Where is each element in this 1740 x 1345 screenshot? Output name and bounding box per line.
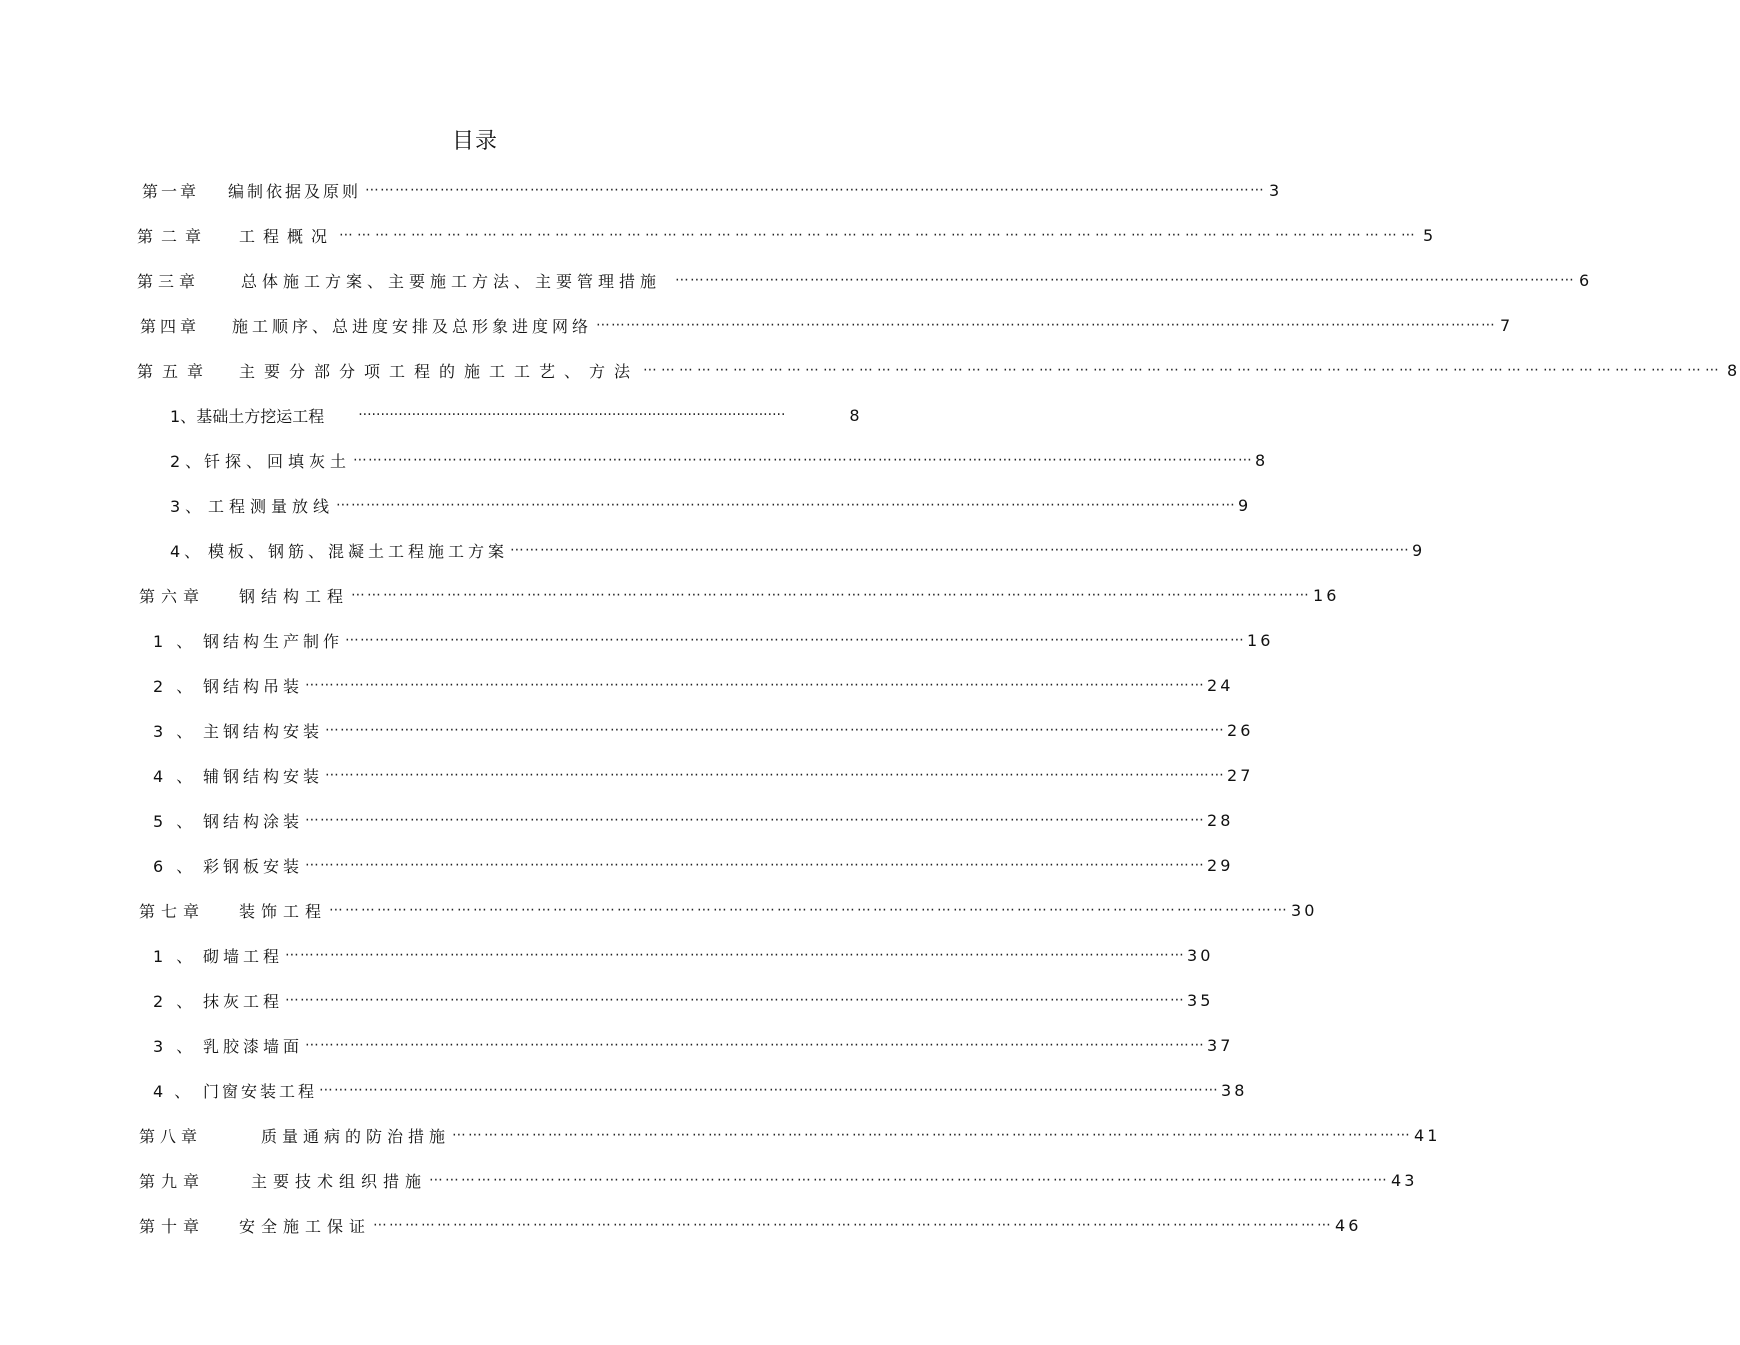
toc-entry-label: 第七章 [139,901,206,921]
toc-entry-page: 30 [1291,900,1318,920]
toc-entry-text: 门窗安装工程 [203,1081,318,1101]
toc-leader-dots: ⋯⋯⋯⋯⋯⋯⋯⋯⋯⋯⋯⋯⋯⋯⋯⋯⋯⋯⋯⋯⋯⋯⋯⋯⋯⋯⋯⋯⋯⋯⋯⋯⋯⋯⋯⋯⋯⋯⋯⋯⋯⋯⋯⋯⋯⋯⋯⋯⋯⋯⋯⋯⋯⋯⋯⋯⋯⋯⋯⋯ [336,497,1237,513]
toc-entry-label: 第八章 [139,1126,203,1146]
toc-entry-text: 钢结构生产制作 [203,631,344,651]
toc-entry-19[interactable] [153,985,1214,1015]
toc-leader-dots: ⋯⋯⋯⋯⋯⋯⋯⋯⋯⋯⋯⋯⋯⋯⋯⋯⋯⋯⋯⋯⋯⋯⋯⋯⋯⋯⋯⋯⋯⋯⋯⋯⋯⋯⋯⋯⋯⋯⋯⋯⋯⋯⋯⋯⋯⋯⋯⋯⋯⋯⋯⋯⋯⋯⋯⋯⋯⋯⋯⋯ [452,1127,1413,1143]
toc-entry-label: 第三章 [137,271,201,291]
toc-entry-8[interactable] [170,490,1252,520]
toc-entry-label: 第十章 [139,1216,206,1236]
toc-entry-24[interactable] [139,1210,1362,1240]
toc-entry-label: 4、 [170,541,205,561]
toc-entry-15[interactable] [153,805,1234,835]
toc-entry-20[interactable] [153,1030,1234,1060]
toc-entry-page: 8 [849,405,863,425]
toc-entry-text: 辅钢结构安装 [203,766,324,786]
toc-entry-label: 3、 [170,496,207,516]
toc-entry-page: 38 [1221,1080,1248,1100]
toc-leader-dots: ⋯⋯⋯⋯⋯⋯⋯⋯⋯⋯⋯⋯⋯⋯⋯⋯⋯⋯⋯⋯⋯⋯⋯⋯⋯⋯⋯⋯⋯⋯⋯⋯⋯⋯⋯⋯⋯⋯⋯⋯⋯⋯⋯⋯⋯⋯⋯⋯⋯⋯⋯⋯⋯⋯⋯⋯⋯⋯⋯⋯ [319,1082,1220,1098]
toc-entry-page: 28 [1207,810,1234,830]
toc-leader-dots: ⋯⋯⋯⋯⋯⋯⋯⋯⋯⋯⋯⋯⋯⋯⋯⋯⋯⋯⋯⋯⋯⋯⋯⋯⋯⋯⋯⋯⋯⋯⋯⋯⋯⋯⋯⋯⋯⋯⋯⋯⋯⋯⋯⋯⋯⋯⋯⋯⋯⋯⋯⋯⋯⋯⋯⋯⋯⋯⋯⋯ [305,857,1206,873]
toc-leader-dots: ⋯⋯⋯⋯⋯⋯⋯⋯⋯⋯⋯⋯⋯⋯⋯⋯⋯⋯⋯⋯⋯⋯⋯⋯⋯⋯⋯⋯⋯⋯⋯⋯⋯⋯⋯⋯⋯⋯⋯⋯⋯⋯⋯⋯⋯⋯⋯⋯⋯⋯⋯⋯⋯⋯⋯⋯⋯⋯⋯⋯ [510,542,1411,558]
toc-leader-dots: ⋯⋯⋯⋯⋯⋯⋯⋯⋯⋯⋯⋯⋯⋯⋯⋯⋯⋯⋯⋯⋯⋯⋯⋯⋯⋯⋯⋯⋯⋯⋯⋯⋯⋯⋯⋯⋯⋯⋯⋯⋯⋯⋯⋯⋯⋯⋯⋯⋯⋯⋯⋯⋯⋯⋯⋯⋯⋯⋯⋯ [365,182,1266,198]
toc-entry-10[interactable] [139,580,1340,610]
toc-leader-dots: ⋯⋯⋯⋯⋯⋯⋯⋯⋯⋯⋯⋯⋯⋯⋯⋯⋯⋯⋯⋯⋯⋯⋯⋯⋯⋯⋯⋯⋯⋯⋯⋯⋯⋯⋯⋯⋯⋯⋯⋯⋯⋯⋯⋯⋯⋯⋯⋯⋯⋯⋯⋯⋯⋯⋯⋯⋯⋯⋯⋯ [643,362,1724,378]
toc-leader-dots: ⋯⋯⋯⋯⋯⋯⋯⋯⋯⋯⋯⋯⋯⋯⋯⋯⋯⋯⋯⋯⋯⋯⋯⋯⋯⋯⋯⋯⋯⋯⋯⋯⋯⋯⋯⋯⋯⋯⋯⋯⋯⋯⋯⋯⋯⋯⋯⋯⋯⋯⋯⋯⋯⋯⋯⋯⋯⋯⋯⋯ [305,812,1206,828]
toc-entry-page: 27 [1227,765,1254,785]
toc-entry-text: 安全施工保证 [239,1216,372,1236]
toc-entry-text: 钢结构涂装 [203,811,304,831]
toc-entry-text: 编制依据及原则 [228,181,362,201]
toc-leader-dots: ⋯⋯⋯⋯⋯⋯⋯⋯⋯⋯⋯⋯⋯⋯⋯⋯⋯⋯⋯⋯⋯⋯⋯⋯⋯⋯⋯⋯⋯⋯⋯⋯⋯⋯⋯⋯⋯⋯⋯⋯⋯⋯⋯⋯⋯⋯⋯⋯⋯⋯⋯⋯⋯⋯⋯⋯⋯⋯⋯⋯ [285,947,1186,963]
toc-entry-text: 模板、钢筋、混凝土工程施工方案 [208,541,509,561]
toc-entry-label: 第一章 [142,181,200,201]
toc-entry-page: 9 [1238,495,1252,515]
toc-entry-page: 26 [1227,720,1254,740]
toc-entry-4[interactable] [140,310,1514,340]
toc-leader-dots: ⋯⋯⋯⋯⋯⋯⋯⋯⋯⋯⋯⋯⋯⋯⋯⋯⋯⋯⋯⋯⋯⋯⋯⋯⋯⋯⋯⋯⋯⋯⋯⋯⋯⋯⋯⋯⋯⋯⋯⋯⋯⋯⋯⋯⋯⋯⋯⋯⋯⋯⋯⋯⋯⋯⋯⋯⋯⋯⋯⋯ [285,992,1186,1008]
toc-entry-5[interactable] [137,355,1740,385]
toc-entry-page: 9 [1412,540,1426,560]
toc-entry-label: 1 、 [153,631,197,651]
toc-entry-2[interactable] [137,220,1437,250]
toc-entry-text: 彩钢板安装 [203,856,304,876]
toc-entry-label: 第九章 [139,1171,206,1191]
toc-entry-6[interactable] [170,400,863,430]
toc-entry-text: 钢结构工程 [239,586,350,606]
toc-entry-page: 5 [1423,225,1437,245]
toc-leader-dots: ⋯⋯⋯⋯⋯⋯⋯⋯⋯⋯⋯⋯⋯⋯⋯⋯⋯⋯⋯⋯⋯⋯⋯⋯⋯⋯⋯⋯⋯⋯⋯⋯⋯⋯⋯⋯⋯⋯⋯⋯⋯⋯⋯⋯⋯⋯⋯⋯⋯⋯⋯⋯⋯⋯⋯⋯⋯⋯⋯⋯ [325,722,1226,738]
toc-entry-page: 7 [1500,315,1514,335]
toc-entry-18[interactable] [153,940,1214,970]
toc-leader-dots: ⋯⋯⋯⋯⋯⋯⋯⋯⋯⋯⋯⋯⋯⋯⋯⋯⋯⋯⋯⋯⋯⋯⋯⋯⋯⋯⋯⋯⋯⋯⋯⋯⋯⋯⋯⋯⋯⋯⋯⋯⋯⋯⋯⋯⋯⋯⋯⋯⋯⋯⋯⋯⋯⋯⋯⋯⋯⋯⋯⋯ [675,272,1576,288]
toc-entry-label: 1、 [170,406,197,426]
toc-entry-page: 41 [1414,1125,1441,1145]
toc-leader-dots: ⋯⋯⋯⋯⋯⋯⋯⋯⋯⋯⋯⋯⋯⋯⋯⋯⋯⋯⋯⋯⋯⋯⋯⋯⋯⋯⋯⋯⋯⋯⋯⋯⋯⋯⋯⋯⋯⋯⋯⋯⋯⋯⋯⋯⋯⋯⋯⋯⋯⋯⋯⋯⋯⋯⋯⋯⋯⋯⋯⋯ [345,632,1246,648]
toc-entry-text: 质量通病的防治措施 [261,1126,451,1146]
toc-entry-text: 总体施工方案、主要施工方法、主要管理措施 [241,271,662,291]
toc-entry-22[interactable] [139,1120,1441,1150]
toc-entry-page: 35 [1187,990,1214,1010]
toc-leader-dots: ⋯⋯⋯⋯⋯⋯⋯⋯⋯⋯⋯⋯⋯⋯⋯⋯⋯⋯⋯⋯⋯⋯⋯⋯⋯⋯⋯⋯⋯⋯⋯⋯⋯⋯⋯⋯⋯⋯⋯⋯⋯⋯⋯⋯⋯⋯⋯⋯⋯⋯⋯⋯⋯⋯⋯⋯⋯⋯⋯⋯ [429,1172,1390,1188]
toc-entry-13[interactable] [153,715,1254,745]
toc-entry-page: 3 [1269,180,1283,200]
toc-entry-text: 钢结构吊装 [203,676,304,696]
toc-entry-9[interactable] [170,535,1426,565]
toc-leader-dots: ⋯⋯⋯⋯⋯⋯⋯⋯⋯⋯⋯⋯⋯⋯⋯⋯⋯⋯⋯⋯⋯⋯⋯⋯⋯⋯⋯⋯⋯⋯⋯⋯⋯⋯⋯⋯⋯⋯⋯⋯⋯⋯⋯⋯⋯⋯⋯⋯⋯⋯⋯⋯⋯⋯⋯⋯⋯⋯⋯⋯ [305,677,1206,693]
toc-entry-page: 37 [1207,1035,1234,1055]
toc-entry-text: 抹灰工程 [203,991,284,1011]
toc-entry-text: 主钢结构安装 [203,721,324,741]
toc-entry-label: 4 、 [153,1081,194,1101]
toc-entry-label: 6 、 [153,856,197,876]
toc-leader-dots: ⋯⋯⋯⋯⋯⋯⋯⋯⋯⋯⋯⋯⋯⋯⋯⋯⋯⋯⋯⋯⋯⋯⋯⋯⋯⋯⋯⋯⋯⋯⋯⋯⋯⋯⋯⋯⋯⋯⋯⋯⋯⋯⋯⋯⋯⋯⋯⋯⋯⋯⋯⋯⋯⋯⋯⋯⋯⋯⋯⋯ [339,227,1420,243]
toc-entry-page: 29 [1207,855,1234,875]
toc-entry-12[interactable] [153,670,1234,700]
toc-leader-dots: ⋯⋯⋯⋯⋯⋯⋯⋯⋯⋯⋯⋯⋯⋯⋯⋯⋯⋯⋯⋯⋯⋯⋯⋯⋯⋯⋯⋯⋯⋯⋯⋯⋯⋯⋯⋯⋯⋯⋯⋯⋯⋯⋯⋯⋯⋯⋯⋯⋯⋯⋯⋯⋯⋯⋯⋯⋯⋯⋯⋯ [596,317,1497,333]
toc-entry-label: 3 、 [153,1036,197,1056]
toc-entry-label: 2、 [170,451,207,471]
toc-leader-dots: ⋯⋯⋯⋯⋯⋯⋯⋯⋯⋯⋯⋯⋯⋯⋯⋯⋯⋯⋯⋯⋯⋯⋯⋯⋯⋯⋯⋯⋯⋯⋯⋯⋯⋯⋯⋯⋯⋯⋯⋯⋯⋯⋯⋯⋯⋯⋯⋯⋯⋯⋯⋯⋯⋯⋯⋯⋯⋯⋯⋯ [325,767,1226,783]
toc-leader-dots: ⋯⋯⋯⋯⋯⋯⋯⋯⋯⋯⋯⋯⋯⋯⋯⋯⋯⋯⋯⋯⋯⋯⋯⋯⋯⋯⋯⋯⋯⋯⋯⋯⋯⋯⋯⋯⋯⋯⋯⋯⋯⋯⋯⋯⋯⋯⋯⋯⋯⋯⋯⋯⋯⋯⋯⋯⋯⋯⋯⋯ [373,1217,1334,1233]
toc-entry-label: 1 、 [153,946,197,966]
toc-entry-14[interactable] [153,760,1254,790]
toc-title: 目录 [451,129,498,154]
toc-leader-dots: ⋯⋯⋯⋯⋯⋯⋯⋯⋯⋯⋯⋯⋯⋯⋯⋯⋯⋯⋯⋯⋯⋯⋯⋯⋯⋯⋯⋯⋯⋯⋯⋯⋯⋯⋯⋯⋯⋯⋯⋯⋯⋯⋯⋯⋯⋯⋯⋯⋯⋯⋯⋯⋯⋯⋯⋯⋯⋯⋯⋯ [305,1037,1206,1053]
toc-entry-label: 5 、 [153,811,197,831]
toc-entry-label: 2 、 [153,676,197,696]
toc-entry-page: 6 [1579,270,1593,290]
toc-entry-text: 主要技术组织措施 [251,1171,428,1191]
toc-entry-11[interactable] [153,625,1274,655]
toc-entry-label: 第四章 [140,316,201,336]
toc-entry-1[interactable] [142,175,1283,205]
toc-entry-page: 24 [1207,675,1234,695]
toc-entry-label: 3 、 [153,721,197,741]
toc-entry-text: 施工顺序、总进度安排及总形象进度网络 [232,316,593,336]
toc-entry-3[interactable] [137,265,1593,295]
toc-entry-text: 工程概况 [239,226,336,246]
toc-entry-page: 30 [1187,945,1214,965]
toc-entry-label: 第二章 [137,226,210,246]
toc-entry-text: 主要分部分项工程的施工工艺、方法 [239,361,640,381]
toc-entry-page: 46 [1335,1215,1362,1235]
toc-entry-label: 2 、 [153,991,197,1011]
toc-entry-page: 43 [1391,1170,1418,1190]
toc-entry-page: 16 [1247,630,1274,650]
toc-entry-23[interactable] [139,1165,1418,1195]
toc-entry-label: 4 、 [153,766,197,786]
toc-entry-page: 8 [1727,360,1740,380]
toc-entry-text: 钎探、回填灰土 [204,451,352,471]
toc-entry-text: 乳胶漆墙面 [203,1036,304,1056]
toc-entry-17[interactable] [139,895,1318,925]
toc-leader-dots: ································································································ [358,407,786,423]
toc-leader-dots: ⋯⋯⋯⋯⋯⋯⋯⋯⋯⋯⋯⋯⋯⋯⋯⋯⋯⋯⋯⋯⋯⋯⋯⋯⋯⋯⋯⋯⋯⋯⋯⋯⋯⋯⋯⋯⋯⋯⋯⋯⋯⋯⋯⋯⋯⋯⋯⋯⋯⋯⋯⋯⋯⋯⋯⋯⋯⋯⋯⋯ [353,452,1254,468]
toc-leader-dots: ⋯⋯⋯⋯⋯⋯⋯⋯⋯⋯⋯⋯⋯⋯⋯⋯⋯⋯⋯⋯⋯⋯⋯⋯⋯⋯⋯⋯⋯⋯⋯⋯⋯⋯⋯⋯⋯⋯⋯⋯⋯⋯⋯⋯⋯⋯⋯⋯⋯⋯⋯⋯⋯⋯⋯⋯⋯⋯⋯⋯ [329,902,1290,918]
toc-entry-21[interactable] [153,1075,1248,1105]
toc-entry-text: 砌墙工程 [203,946,284,966]
toc-entry-page: 8 [1255,450,1269,470]
toc-entry-label: 第六章 [139,586,206,606]
toc-entry-16[interactable] [153,850,1234,880]
toc-entry-page: 16 [1313,585,1340,605]
toc-entry-text: 工程测量放线 [208,496,335,516]
toc-entry-7[interactable] [170,445,1269,475]
toc-entry-text: 基础土方挖运工程 [196,406,325,426]
toc-entry-text: 装饰工程 [239,901,328,921]
toc-leader-dots: ⋯⋯⋯⋯⋯⋯⋯⋯⋯⋯⋯⋯⋯⋯⋯⋯⋯⋯⋯⋯⋯⋯⋯⋯⋯⋯⋯⋯⋯⋯⋯⋯⋯⋯⋯⋯⋯⋯⋯⋯⋯⋯⋯⋯⋯⋯⋯⋯⋯⋯⋯⋯⋯⋯⋯⋯⋯⋯⋯⋯ [351,587,1312,603]
toc-entry-label: 第五章 [137,361,213,381]
